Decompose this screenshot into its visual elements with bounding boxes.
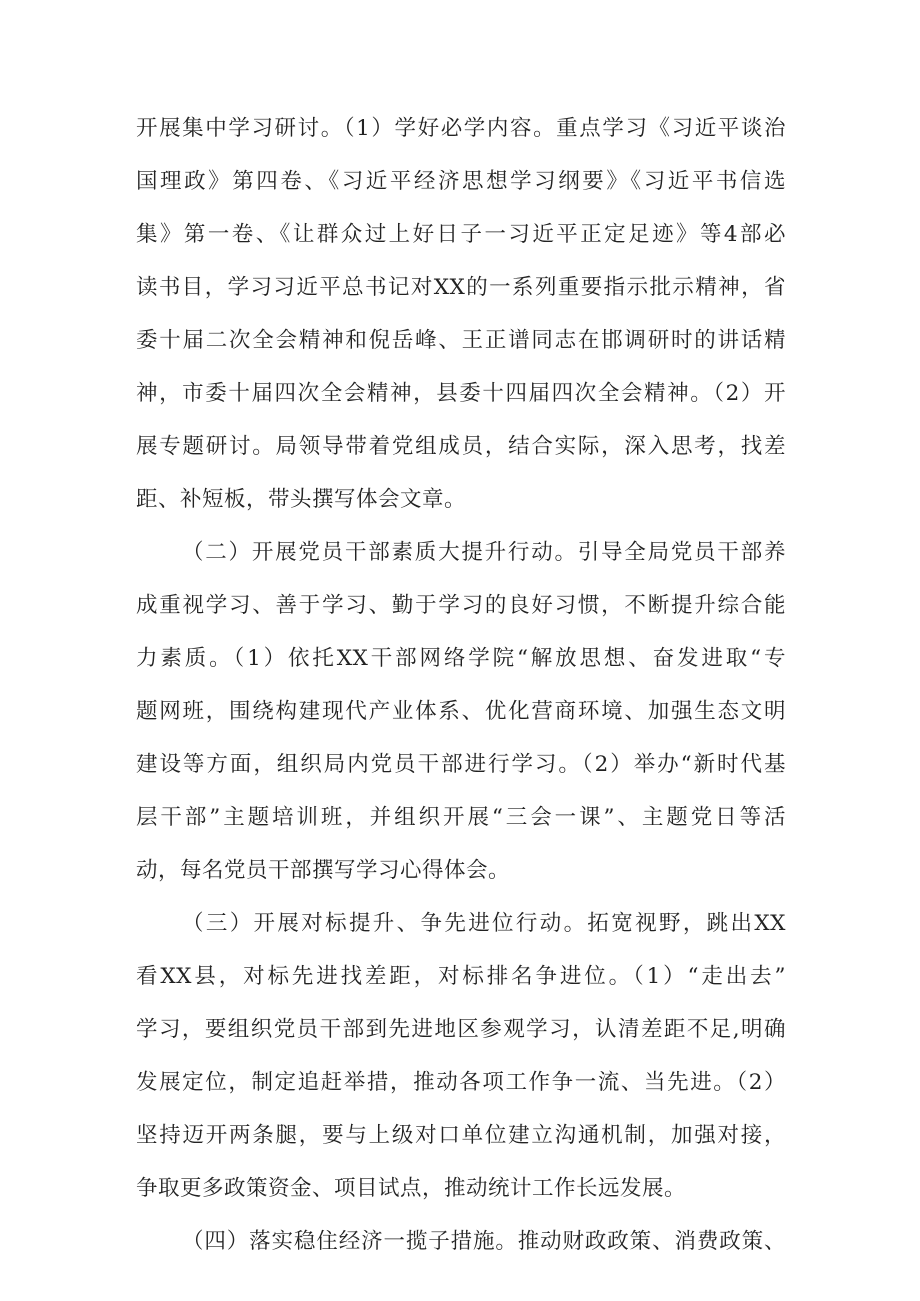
text-line: 坚持迈开两条腿，要与上级对口单位建立沟通机制，加强对接， <box>136 1123 786 1148</box>
text-line: 力素质。（1）依托XX干部网络学院“解放思想、奋发进取“专 <box>136 646 786 671</box>
text-line: 神，市委十届四次全会精神，县委十四届四次全会精神。（2）开 <box>136 381 786 406</box>
text-line: 看XX县，对标先进找差距，对标排名争进位。（1）“走出去” <box>136 964 786 989</box>
text-line: 发展定位，制定追赶举措，推动各项工作争一流、当先进。（2） <box>136 1070 786 1095</box>
text-line: 建设等方面，组织局内党员干部进行学习。（2）举办“新时代基 <box>136 752 786 777</box>
text-line: 集》第一卷、《让群众过上好日子一习近平正定足迹》等4部必 <box>136 222 786 247</box>
text-line: （四）落实稳住经济一揽子措施。推动财政政策、消费政策、 <box>182 1229 786 1254</box>
text-line: 题网班，围绕构建现代产业体系、优化营商环境、加强生态文明 <box>136 699 786 724</box>
text-line: 读书目，学习习近平总书记对XX的一系列重要指示批示精神，省 <box>136 275 786 300</box>
text-line: 学习，要组织党员干部到先进地区参观学习，认清差距不足,明确 <box>136 1017 786 1042</box>
text-line: 展专题研讨。局领导带着党组成员，结合实际，深入思考，找差 <box>136 434 786 459</box>
text-line: （二）开展党员干部素质大提升行动。引导全局党员干部养 <box>182 540 786 565</box>
text-line: 层干部”主题培训班，并组织开展“三会一课”、主题党日等活 <box>136 805 786 830</box>
text-line: 委十届二次全会精神和倪岳峰、王正谱同志在邯调研时的讲话精 <box>136 328 786 353</box>
text-line: （三）开展对标提升、争先进位行动。拓宽视野，跳出XX <box>182 911 786 936</box>
text-line: 争取更多政策资金、项目试点，推动统计工作长远发展。 <box>136 1176 687 1201</box>
text-line: 开展集中学习研讨。（1）学好必学内容。重点学习《习近平谈治 <box>136 116 786 141</box>
text-line: 国理政》第四卷、《习近平经济思想学习纲要》《习近平书信选 <box>136 169 786 194</box>
text-line: 动，每名党员干部撰写学习心得体会。 <box>136 858 511 883</box>
text-line: 成重视学习、善于学习、勤于学习的良好习惯，不断提升综合能 <box>136 593 786 618</box>
text-line: 距、补短板，带头撰写体会文章。 <box>136 487 467 512</box>
